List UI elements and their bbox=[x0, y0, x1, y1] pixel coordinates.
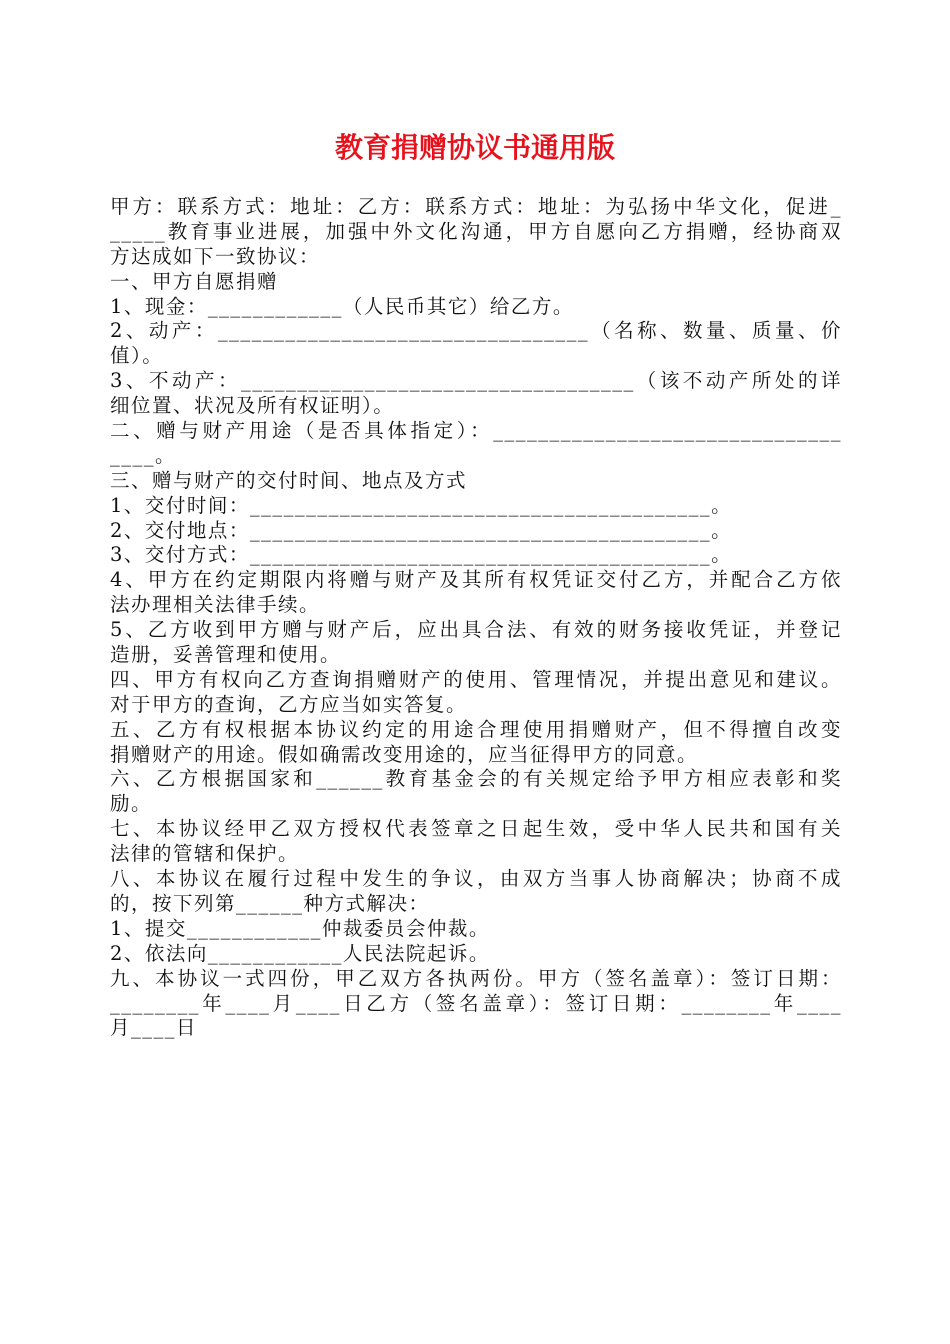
paragraph-line: 法办理相关法律手续。 bbox=[110, 593, 321, 617]
paragraph-line: 捐赠财产的用途。假如确需改变用途的，应当征得甲方的同意。 bbox=[110, 742, 699, 766]
paragraph-line: 2、交付地点：_________________________________________。 bbox=[110, 518, 733, 542]
paragraph-line: 细位置、状况及所有权证明）。 bbox=[110, 394, 395, 418]
paragraph-line: 甲方：联系方式：地址：乙方：联系方式：地址：为弘扬中华文化，促进_ bbox=[110, 195, 842, 218]
paragraph-line: 法律的管辖和保护。 bbox=[110, 842, 300, 866]
section-heading: 一、甲方自愿捐赠 bbox=[110, 269, 279, 293]
paragraph-line: 值）。 bbox=[110, 344, 164, 368]
document-body bbox=[110, 195, 842, 1041]
paragraph-line: 的，按下列第______种方式解决： bbox=[110, 891, 430, 915]
section-heading: 三、赠与财产的交付时间、地点及方式 bbox=[110, 468, 468, 492]
section-heading: 四、甲方有权向乙方查询捐赠财产的使用、管理情况，并提出意见和建议。 bbox=[110, 667, 842, 691]
signature-line: 月____日 bbox=[110, 1016, 198, 1040]
paragraph-line: _____教育事业进展，加强中外文化沟通，甲方自愿向乙方捐赠，经协商双 bbox=[110, 219, 842, 243]
paragraph-line: 2、依法向____________人民法院起诉。 bbox=[110, 941, 490, 965]
paragraph-line: 3、不动产：___________________________________（该不动产所处的详 bbox=[110, 369, 842, 393]
paragraph-line: 2、动产：_________________________________（名称、数量、质量、价 bbox=[110, 319, 842, 343]
paragraph-line: 对于甲方的查询，乙方应当如实答复。 bbox=[110, 692, 468, 716]
section-heading: 六、乙方根据国家和______教育基金会的有关规定给予甲方相应表彰和奖 bbox=[110, 767, 842, 791]
paragraph-line: 方达成如下一致协议： bbox=[110, 244, 321, 268]
section-heading: 八、本协议在履行过程中发生的争议，由双方当事人协商解决；协商不成 bbox=[110, 867, 842, 891]
paragraph-line: 励。 bbox=[110, 792, 153, 816]
paragraph-line: 3、交付方式：_________________________________________。 bbox=[110, 543, 733, 567]
signature-line: ________年____月____日乙方（签名盖章）：签订日期：________年____ bbox=[110, 991, 842, 1015]
paragraph-line: 1、提交____________仲裁委员会仲裁。 bbox=[110, 916, 490, 940]
section-heading: 五、乙方有权根据本协议约定的用途合理使用捐赠财产，但不得擅自改变 bbox=[110, 717, 842, 741]
paragraph-line: 造册，妥善管理和使用。 bbox=[110, 643, 342, 667]
paragraph-line: ____。 bbox=[110, 443, 177, 467]
section-heading: 七、本协议经甲乙双方授权代表签章之日起生效，受中华人民共和国有关 bbox=[110, 817, 842, 841]
paragraph-line: 1、交付时间：_________________________________________。 bbox=[110, 493, 733, 517]
section-heading: 二、赠与财产用途（是否具体指定）：_______________________________ bbox=[110, 419, 842, 443]
paragraph-line: 5、乙方收到甲方赠与财产后，应出具合法、有效的财务接收凭证，并登记 bbox=[110, 618, 842, 642]
document-title: 教育捐赠协议书通用版 bbox=[334, 131, 615, 164]
paragraph-line: 4、甲方在约定期限内将赠与财产及其所有权凭证交付乙方，并配合乙方依 bbox=[110, 568, 842, 592]
paragraph-line: 1、现金：____________（人民币其它）给乙方。 bbox=[110, 294, 574, 318]
section-heading: 九、本协议一式四份，甲乙双方各执两份。甲方（签名盖章）：签订日期： bbox=[110, 966, 842, 990]
